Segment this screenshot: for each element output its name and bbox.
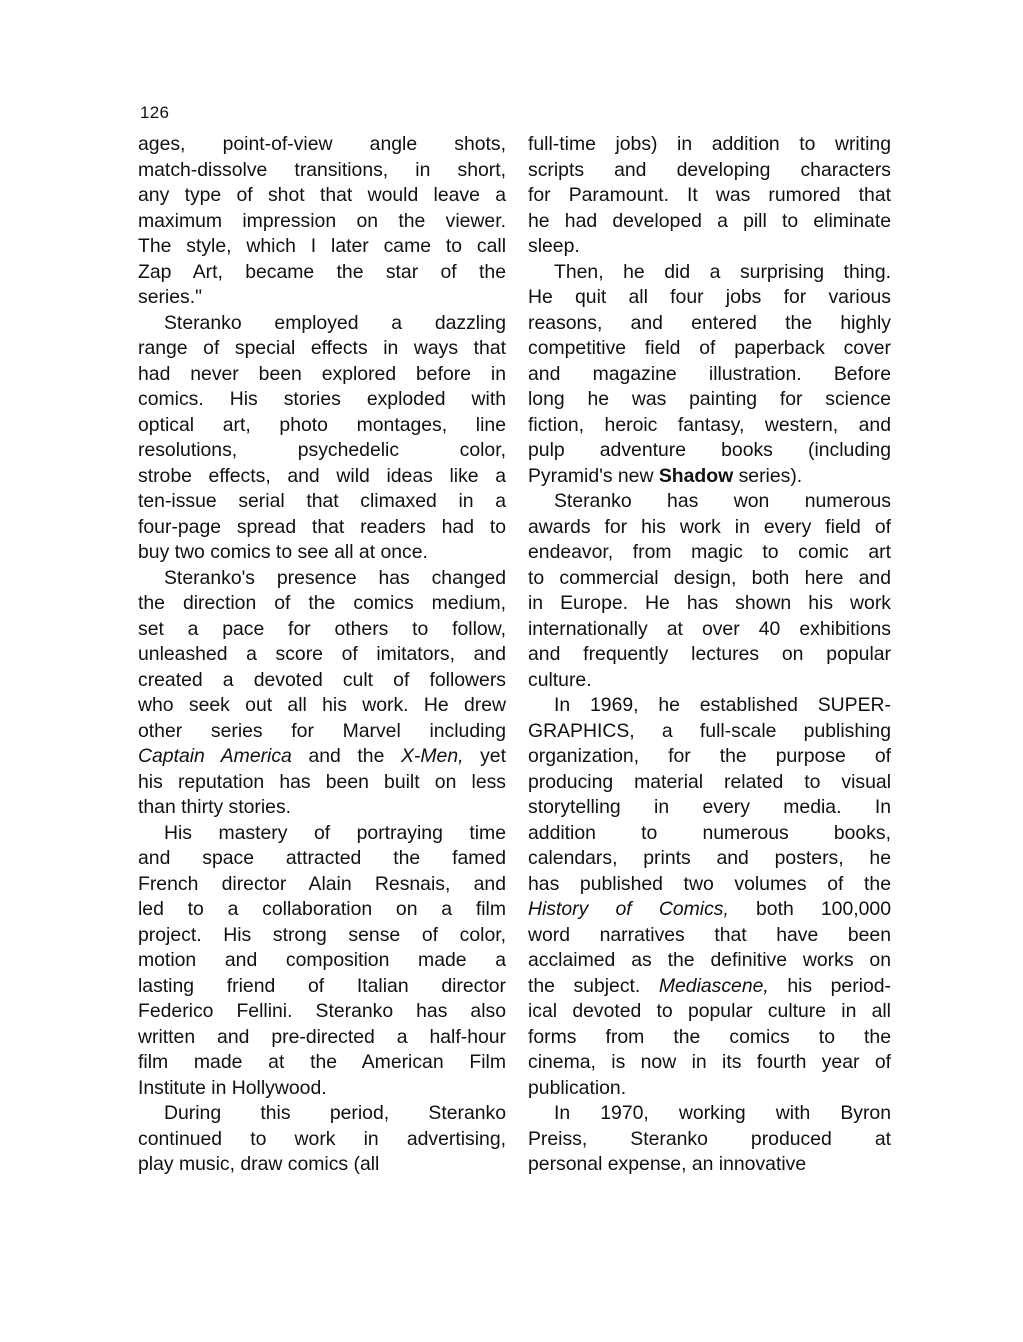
right-column	[528, 132, 891, 1178]
paragraph	[528, 489, 891, 693]
text-line: lasting friend of Italian director	[138, 974, 506, 997]
text-line: motion and composition made a	[138, 949, 506, 971]
text-line: Then, he did a surprising thing.	[554, 260, 891, 283]
text-line: Preiss, Steranko produced at	[528, 1127, 891, 1150]
text-line: match-dissolve transitions, in short,	[138, 158, 506, 181]
text-line: who seek out all his work. He drew	[138, 694, 506, 716]
left-column	[138, 132, 506, 1178]
text-line: endeavor, from magic to comic art	[528, 541, 891, 563]
text-line: publication.	[528, 1076, 627, 1099]
paragraph	[138, 821, 506, 1102]
text-line: cinema, is now in its fourth year of	[528, 1051, 891, 1073]
text-line: continued to work in advertising,	[138, 1127, 506, 1150]
text-line: The style, which I later came to call	[138, 235, 506, 257]
text-line: and space attracted the famed	[138, 847, 506, 869]
text-line: personal expense, an innovative	[528, 1153, 807, 1175]
text-line: culture.	[528, 668, 592, 691]
text-line: Institute in Hollywood.	[138, 1076, 327, 1099]
paragraph	[138, 311, 506, 566]
text-line: and magazine illustration. Before	[528, 362, 891, 385]
text-line: Captain America and the X-Men, yet	[138, 745, 506, 767]
text-line: has published two volumes of the	[528, 872, 891, 895]
text-line: scripts and developing characters	[528, 158, 891, 181]
text-line: Federico Fellini. Steranko has also	[138, 1000, 506, 1022]
text-line: pulp adventure books (including	[528, 439, 891, 461]
text-line: In 1970, working with Byron	[554, 1102, 891, 1124]
paragraph	[528, 260, 891, 490]
text-line: sleep.	[528, 235, 580, 257]
text-line: unleashed a score of imitators, and	[138, 643, 506, 665]
text-line: film made at the American Film	[138, 1051, 506, 1073]
paragraph	[528, 693, 891, 1101]
text-line: resolutions, psychedelic color,	[138, 439, 506, 461]
text-line: to commercial design, both here and	[528, 566, 891, 589]
page-number: 126	[140, 103, 170, 122]
text-line: led to a collaboration on a film	[138, 898, 506, 920]
text-line: ical devoted to popular culture in all	[528, 1000, 891, 1022]
text-line: In 1969, he established SUPER-	[554, 694, 891, 716]
text-line: comics. His stories exploded with	[138, 388, 506, 410]
text-line: strobe effects, and wild ideas like a	[138, 464, 506, 487]
text-line: fiction, heroic fantasy, western, and	[528, 413, 891, 436]
text-line: Steranko's presence has changed	[164, 566, 506, 589]
text-line: had never been explored before in	[138, 362, 506, 385]
text-line: the subject. Mediascene, his period-	[528, 974, 891, 997]
text-line: During this period, Steranko	[164, 1102, 506, 1124]
text-line: range of special effects in ways that	[138, 337, 506, 359]
text-line: awards for his work in every field of	[528, 515, 891, 538]
text-line: storytelling in every media. In	[528, 796, 891, 818]
text-line: other series for Marvel including	[138, 719, 506, 742]
text-line: organization, for the purpose of	[528, 745, 891, 767]
text-line: any type of shot that would leave a	[138, 184, 506, 206]
text-line: set a pace for others to follow,	[138, 617, 506, 640]
text-line: calendars, prints and posters, he	[528, 847, 891, 869]
text-line: his reputation has been built on less	[138, 770, 506, 793]
text-line: ages, point-of-view angle shots,	[138, 133, 506, 155]
text-line: forms from the comics to the	[528, 1025, 891, 1048]
text-line: Steranko has won numerous	[554, 490, 891, 512]
text-line: long he was painting for science	[528, 388, 891, 410]
text-line: word narratives that have been	[528, 923, 891, 946]
text-line: French director Alain Resnais, and	[138, 872, 506, 895]
paragraph	[138, 132, 506, 311]
text-line: four-page spread that readers had to	[138, 515, 506, 538]
text-line: than thirty stories.	[138, 796, 292, 818]
text-line: acclaimed as the definitive works on	[528, 949, 891, 971]
text-line: play music, draw comics (all	[138, 1153, 380, 1175]
text-line: optical art, photo montages, line	[138, 413, 506, 436]
text-line: in Europe. He has shown his work	[528, 592, 891, 614]
paragraph	[528, 132, 891, 260]
text-line: competitive field of paperback cover	[528, 337, 891, 359]
text-line: created a devoted cult of followers	[138, 668, 506, 691]
text-line: History of Comics, both 100,000	[528, 898, 891, 920]
text-line: project. His strong sense of color,	[138, 923, 506, 946]
text-line: reasons, and entered the highly	[528, 311, 891, 334]
text-line: buy two comics to see all at once.	[138, 541, 428, 563]
text-line: His mastery of portraying time	[164, 821, 506, 844]
text-line: he had developed a pill to eliminate	[528, 209, 891, 232]
text-line: addition to numerous books,	[528, 821, 891, 844]
text-line: Pyramid's new Shadow series).	[528, 464, 803, 487]
text-line: He quit all four jobs for various	[528, 286, 891, 308]
text-line: full-time jobs) in addition to writing	[528, 133, 891, 155]
paragraph	[138, 566, 506, 821]
text-line: Steranko employed a dazzling	[164, 311, 506, 334]
text-line: the direction of the comics medium,	[138, 592, 506, 614]
text-line: GRAPHICS, a full-scale publishing	[528, 719, 891, 742]
text-line: and frequently lectures on popular	[528, 643, 891, 665]
text-line: maximum impression on the viewer.	[138, 209, 506, 232]
paragraph	[528, 1101, 891, 1178]
text-line: series."	[138, 286, 202, 308]
paragraph	[138, 1101, 506, 1178]
text-line: Zap Art, became the star of the	[138, 260, 506, 283]
text-line: internationally at over 40 exhibitions	[528, 617, 891, 640]
text-line: producing material related to visual	[528, 770, 891, 793]
text-line: written and pre-directed a half-hour	[138, 1025, 506, 1048]
text-line: for Paramount. It was rumored that	[528, 184, 891, 206]
text-line: ten-issue serial that climaxed in a	[138, 490, 506, 512]
